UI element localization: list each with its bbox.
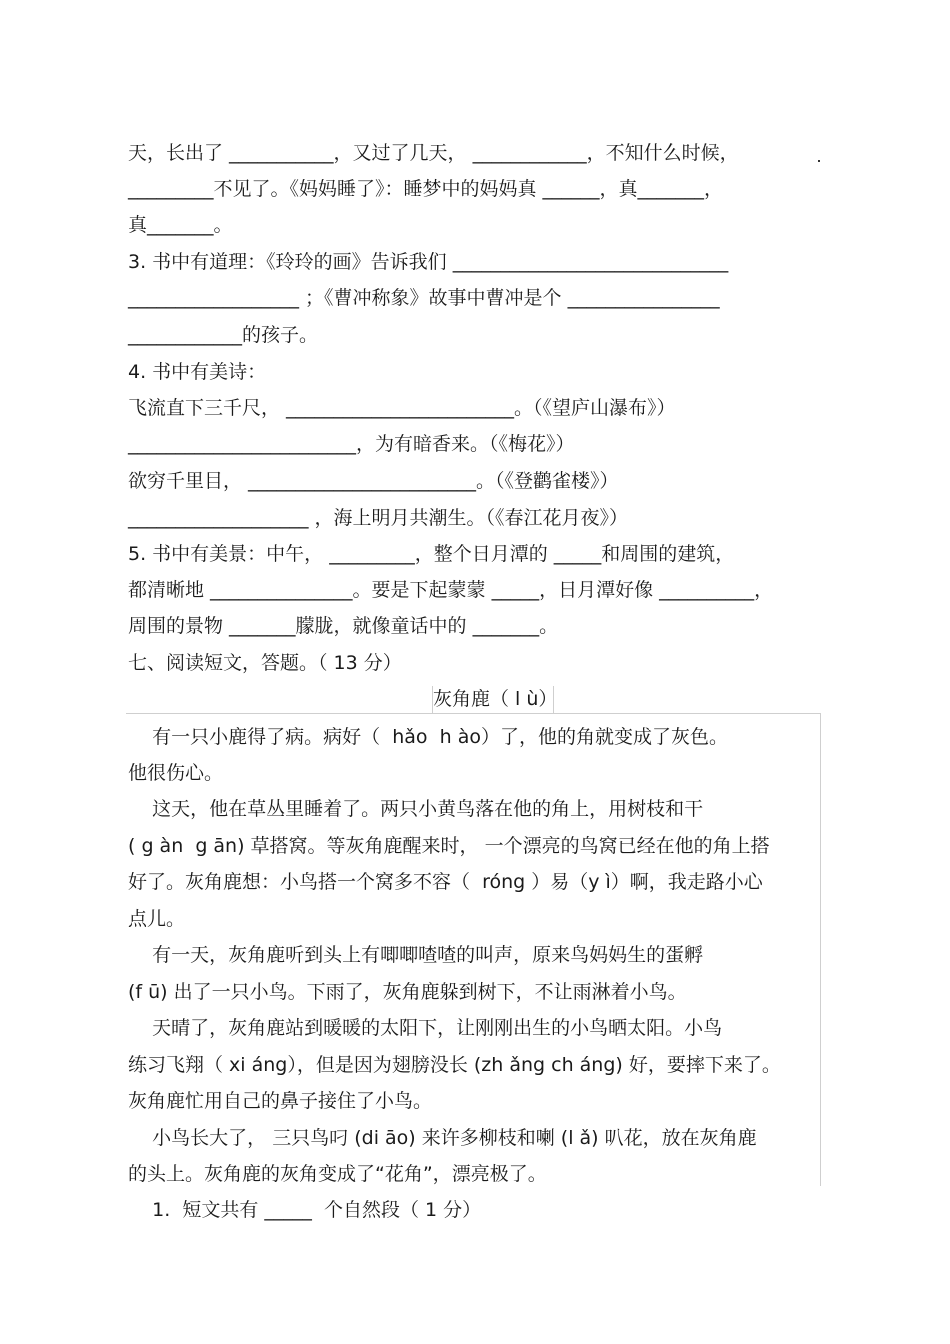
passage-line: 好了。灰角鹿想：小鸟搭一个窝多不容（ róng ）易（y ì）啊，我走路小心 [128, 871, 763, 893]
question-5: 5. 书中有美景：中午， _________，整个日月潭的 _____和周围的建筑， [128, 543, 735, 565]
passage-line: 灰角鹿忙用自己的鼻子接住了小鸟。 [128, 1090, 433, 1112]
passage-line: 小鸟长大了， 三只鸟叼 (di āo) 来许多柳枝和喇 (l ǎ) 叭花，放在灰角鹿 [128, 1127, 757, 1149]
question-3: 3. 书中有道理：《玲玲的画》告诉我们 _____________________________ [128, 251, 729, 273]
text-line: 天，长出了 ___________，又过了几天， ____________，不知什么时候， [128, 142, 739, 164]
poem-line: 欲穷千里目， ________________________。（《登鹳雀楼》） [128, 470, 619, 492]
text-line: 都清晰地 _______________。要是下起蒙蒙 _____，日月潭好像 __________， [128, 579, 774, 601]
question-1: 1. 短文共有 _____ 个自然段（ 1 分） [128, 1199, 482, 1221]
passage-line: 天晴了，灰角鹿站到暖暖的太阳下，让刚刚出生的小鸟晒太阳。小鸟 [128, 1017, 723, 1039]
passage-line: ( g àn g ān) 草搭窝。等灰角鹿醒来时， 一个漂亮的鸟窝已经在他的角上搭 [128, 835, 770, 857]
text-line: _________不见了。《妈妈睡了》：睡梦中的妈妈真 ______，真_______， [128, 178, 724, 200]
passage-title: 灰角鹿（ l ù） [432, 686, 554, 713]
section-heading: 七、阅读短文，答题。（ 13 分） [128, 652, 402, 674]
poem-line: ________________________，为有暗香来。（《梅花》） [128, 433, 575, 455]
poem-line: ___________________ ，海上明月共潮生。（《春江花月夜》） [128, 507, 629, 529]
passage-line: (f ū) 出了一只小鸟。下雨了，灰角鹿躲到树下，不让雨淋着小鸟。 [128, 981, 687, 1003]
passage-line: 他很伤心。 [128, 762, 224, 784]
stray-dot [818, 160, 820, 162]
question-4: 4. 书中有美诗： [128, 361, 267, 383]
passage-line: 有一天，灰角鹿听到头上有唧唧喳喳的叫声，原来鸟妈妈生的蛋孵 [128, 944, 704, 966]
text-line: ____________的孩子。 [128, 324, 319, 346]
passage-line: 点儿。 [128, 908, 186, 930]
passage-line: 这天，他在草丛里睡着了。两只小黄鸟落在他的角上，用树枝和干 [128, 798, 704, 820]
text-line: 真_______。 [128, 214, 233, 236]
passage-line: 有一只小鹿得了病。病好（ hǎo h ào）了，他的角就变成了灰色。 [128, 726, 728, 748]
poem-line: 飞流直下三千尺， ________________________。（《望庐山瀑布》） [128, 397, 676, 419]
passage-line: 练习飞翔（ xi áng），但是因为翅膀没长 (zh ǎng ch áng) 好，要摔下来了。 [128, 1054, 781, 1076]
text-line: __________________ ；《曹冲称象》故事中曹冲是个 ________________ [128, 287, 720, 309]
text-line: 周围的景物 _______朦胧，就像童话中的 _______。 [128, 615, 559, 637]
passage-line: 的头上。灰角鹿的灰角变成了“花角”，漂亮极了。 [128, 1163, 547, 1185]
